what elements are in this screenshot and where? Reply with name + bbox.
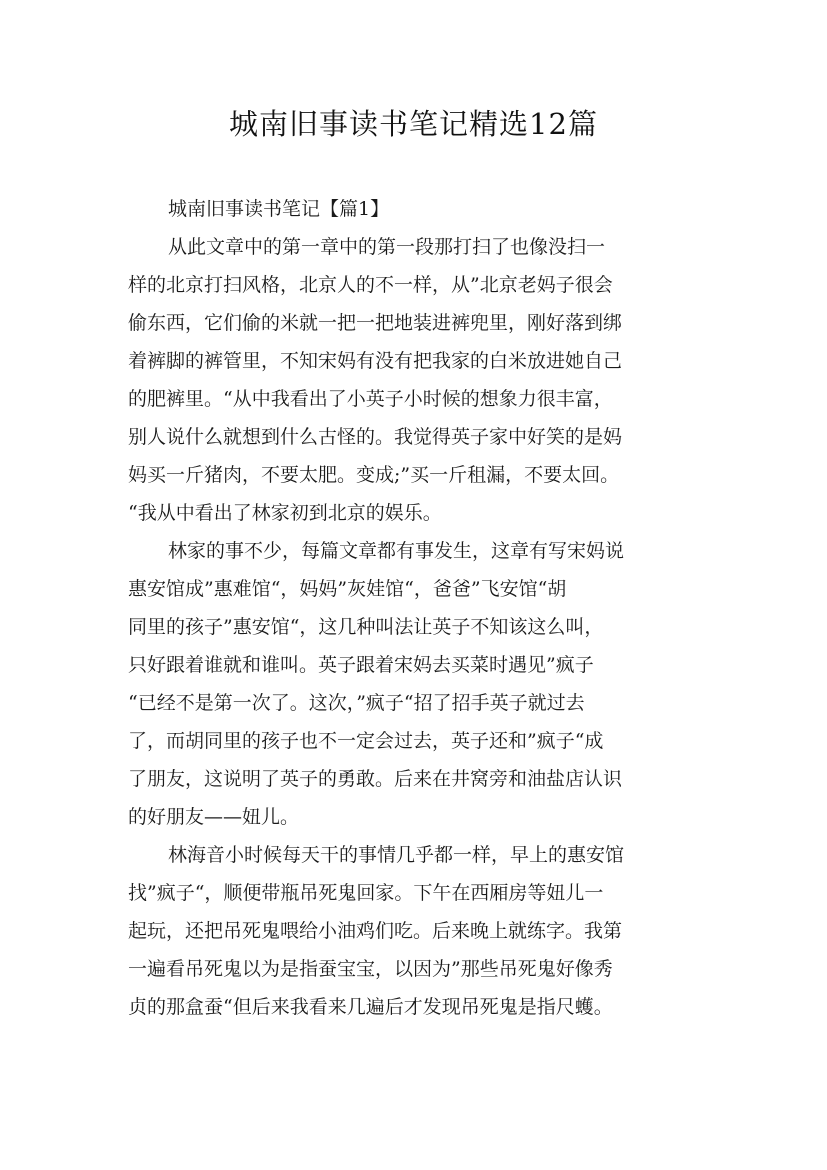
text-line: 从此文章中的第一章中的第一段那打扫了也像没扫一 (168, 236, 606, 258)
text-line: 只好跟着谁就和谁叫。英子跟着宋妈去买菜时遇见”疯子 (128, 654, 594, 676)
text-line: 的肥裤里。“从中我看出了小英子小时候的想象力很丰富， (128, 388, 613, 410)
section-heading: 城南旧事读书笔记【篇1】 (168, 198, 390, 220)
paragraph (128, 836, 728, 1026)
text-line: “已经不是第一次了。这次，”疯子“招了招手英子就过去 (128, 692, 585, 714)
text-line: 起玩，还把吊死鬼喂给小油鸡们吃。后来晚上就练字。我第 (128, 920, 623, 942)
text-line: “我从中看出了林家初到北京的娱乐。 (128, 502, 442, 524)
text-line: 的好朋友——妞儿。 (128, 806, 300, 828)
text-line: 别人说什么就想到什么古怪的。我觉得英子家中好笑的是妈 (128, 426, 623, 448)
text-line: 了朋友，这说明了英子的勇敢。后来在井窝旁和油盐店认识 (128, 768, 623, 790)
paragraph (128, 532, 728, 836)
text-line: 林家的事不少，每篇文章都有事发生，这章有写宋妈说 (168, 540, 625, 562)
text-line: 样的北京打扫风格，北京人的不一样，从”北京老妈子很会 (128, 274, 613, 296)
text-line: 贞的那盒蚕“但后来我看来几遍后才发现吊死鬼是指尺蠖。 (128, 996, 613, 1018)
text-line: 偷东西，它们偷的米就一把一把地装进裤兜里，刚好落到绑 (128, 312, 623, 334)
paragraph-list (128, 228, 728, 1026)
text-line: 林海音小时候每天干的事情几乎都一样，早上的惠安馆 (168, 844, 625, 866)
text-line: 妈买一斤猪肉，不要太肥。变成;”买一斤租漏，不要太回。 (128, 464, 620, 486)
text-line: 一遍看吊死鬼以为是指蚕宝宝，以因为”那些吊死鬼好像秀 (128, 958, 613, 980)
text-line: 同里的孩子”惠安馆“，这几种叫法让英子不知该这么叫， (128, 616, 604, 638)
document-body (128, 190, 728, 1026)
text-line: 着裤脚的裤管里，不知宋妈有没有把我家的白米放进她自己 (128, 350, 623, 372)
paragraph (128, 228, 728, 532)
page-title: 城南旧事读书笔记精选12篇 (229, 107, 598, 141)
text-line: 了，而胡同里的孩子也不一定会过去，英子还和”疯子“成 (128, 730, 604, 752)
text-line: 找”疯子“，顺便带瓶吊死鬼回家。下午在西厢房等妞儿一 (128, 882, 604, 904)
text-line: 惠安馆成”惠难馆“，妈妈”灰娃馆“，爸爸”飞安馆“胡 (128, 578, 567, 600)
